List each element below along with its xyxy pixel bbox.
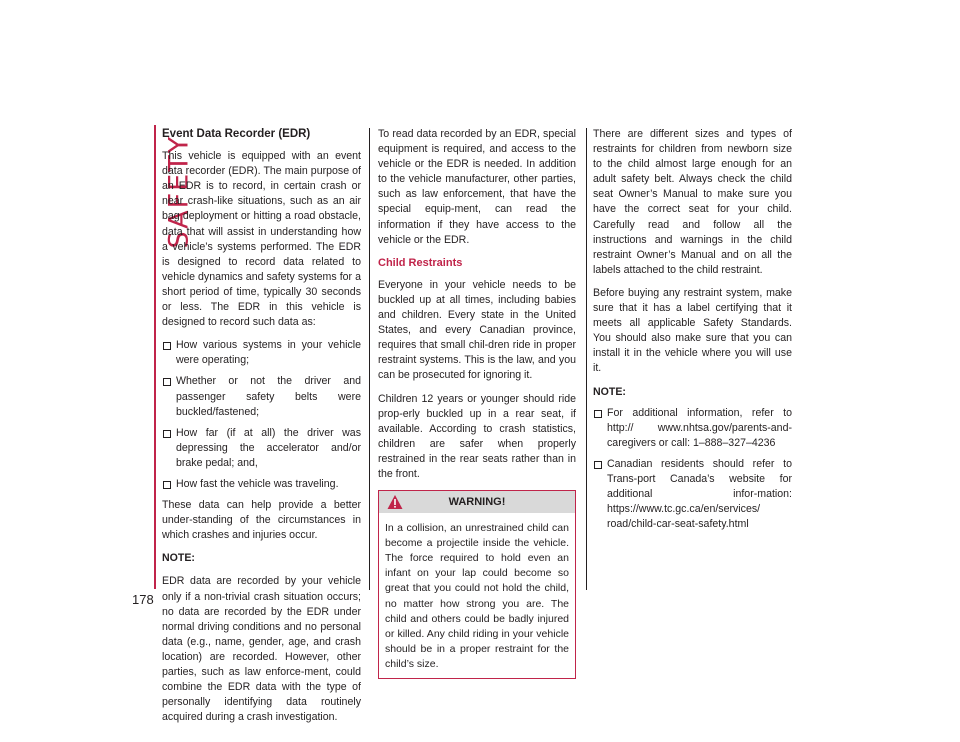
column-divider: [586, 128, 587, 590]
checkbox-bullet-icon: [163, 430, 171, 438]
page-number: 178: [132, 592, 154, 607]
warning-box: [378, 490, 576, 679]
warning-text: In a collision, an unrestrained child can become a projectile inside the vehicle. The force required to hold even an infant on your lap could become so great that you could not hold the child, no matter how strong you are. The child and others could be badly injured or killed. Any child riding in your vehicle should be in a proper restraint for the child’s size.: [385, 522, 569, 670]
column-2: [378, 127, 576, 679]
column-3: [593, 127, 792, 538]
edr-summary: These data can help provide a better under-standing of the circumstances in which crashes and injuries occur.: [162, 499, 361, 542]
edr-note: EDR data are recorded by your vehicle only if a non-trivial crash situation occurs; no data are recorded by the EDR under normal driving conditions and no personal data (e.g., name, gender, age, and crash location) are recorded. However, other parties, such as law enforce-ment, could combine the EDR data with the type of personally identifying data routinely acquired during a crash investigation.: [162, 575, 361, 724]
list-item: For additional information, refer to http:// www.nhtsa.gov/parents-and-caregivers or call: 1–888–327–4236: [593, 406, 792, 451]
child-restraints-paragraph: Everyone in your vehicle needs to be buckled up at all times, including babies and children. Every state in the United States, and every Canadian province, requires that small chil-dren ride in proper restraint systems. This is the law, and you can be prosecuted for ignoring it.: [378, 278, 576, 382]
edr-heading: Event Data Recorder (EDR): [162, 128, 311, 140]
list-item: How far (if at all) the driver was depressing the accelerator and/or brake pedal; and,: [162, 426, 361, 471]
checkbox-bullet-icon: [163, 481, 171, 489]
edr-intro: This vehicle is equipped with an event data recorder (EDR). The main purpose of an EDR is to record, in certain crash or near crash-like situations, such as an air bag deployment or hitting a road obstacle, data that will assist in understanding how a vehicle’s systems performed. The EDR is designed to record data related to vehicle dynamics and safety systems for a short period of time, typically 30 seconds or less. The EDR in this vehicle is designed to record such data as:: [162, 150, 361, 329]
edr-bullet-list: [162, 338, 361, 492]
section-title: SAFETY: [163, 134, 195, 249]
checkbox-bullet-icon: [163, 378, 171, 386]
column-divider: [369, 128, 370, 590]
list-item: How various systems in your vehicle were operating;: [162, 338, 361, 368]
section-rule: [154, 125, 156, 589]
checkbox-bullet-icon: [163, 342, 171, 350]
list-item: Whether or not the driver and passenger safety belts were buckled/fastened;: [162, 374, 361, 419]
info-bullet-list: [593, 406, 792, 533]
checkbox-bullet-icon: [594, 410, 602, 418]
list-item: How fast the vehicle was traveling.: [162, 477, 361, 492]
warning-header: [379, 491, 575, 513]
warning-title: WARNING!: [448, 496, 506, 509]
note-label: NOTE:: [162, 552, 195, 565]
checkbox-bullet-icon: [594, 461, 602, 469]
edr-access-paragraph: To read data recorded by an EDR, special equipment is required, and access to the vehicle or the EDR is needed. In addition to the vehicle manufacturer, other parties, such as law enforcement, that have the special equip-ment, can read the information if they have access to the vehicle or the EDR.: [378, 128, 576, 246]
warning-triangle-icon: [387, 494, 403, 510]
restraint-buying-paragraph: Before buying any restraint system, make sure that it has a label certifying that it meets all applicable Safety Standards. You should also make sure that you can install it in the vehicle where you will use it.: [593, 286, 792, 375]
child-restraints-heading: Child Restraints: [378, 256, 463, 269]
section-side-tab: [128, 118, 195, 468]
column-1: [162, 127, 361, 733]
note-label: NOTE:: [593, 385, 626, 398]
restraint-sizes-paragraph: There are different sizes and types of restraints for children from newborn size to the child almost large enough for an adult safety belt. Always check the child seat Owner’s Manual to make sure you have the correct seat for your child. Carefully read and follow all the instructions and warnings in the child restraint Owner’s Manual and on all the labels attached to the child restraint.: [593, 128, 792, 276]
children-rear-seat-paragraph: Children 12 years or younger should ride prop-erly buckled up in a rear seat, if available. According to crash statistics, children are safer when properly restrained in the rear seats rather than in the front.: [378, 392, 576, 480]
list-item: Canadian residents should refer to Trans-port Canada’s website for additional infor-mation: https://www.tc.gc.ca/en/services/ road/child-car-seat-safety.html: [593, 457, 792, 532]
